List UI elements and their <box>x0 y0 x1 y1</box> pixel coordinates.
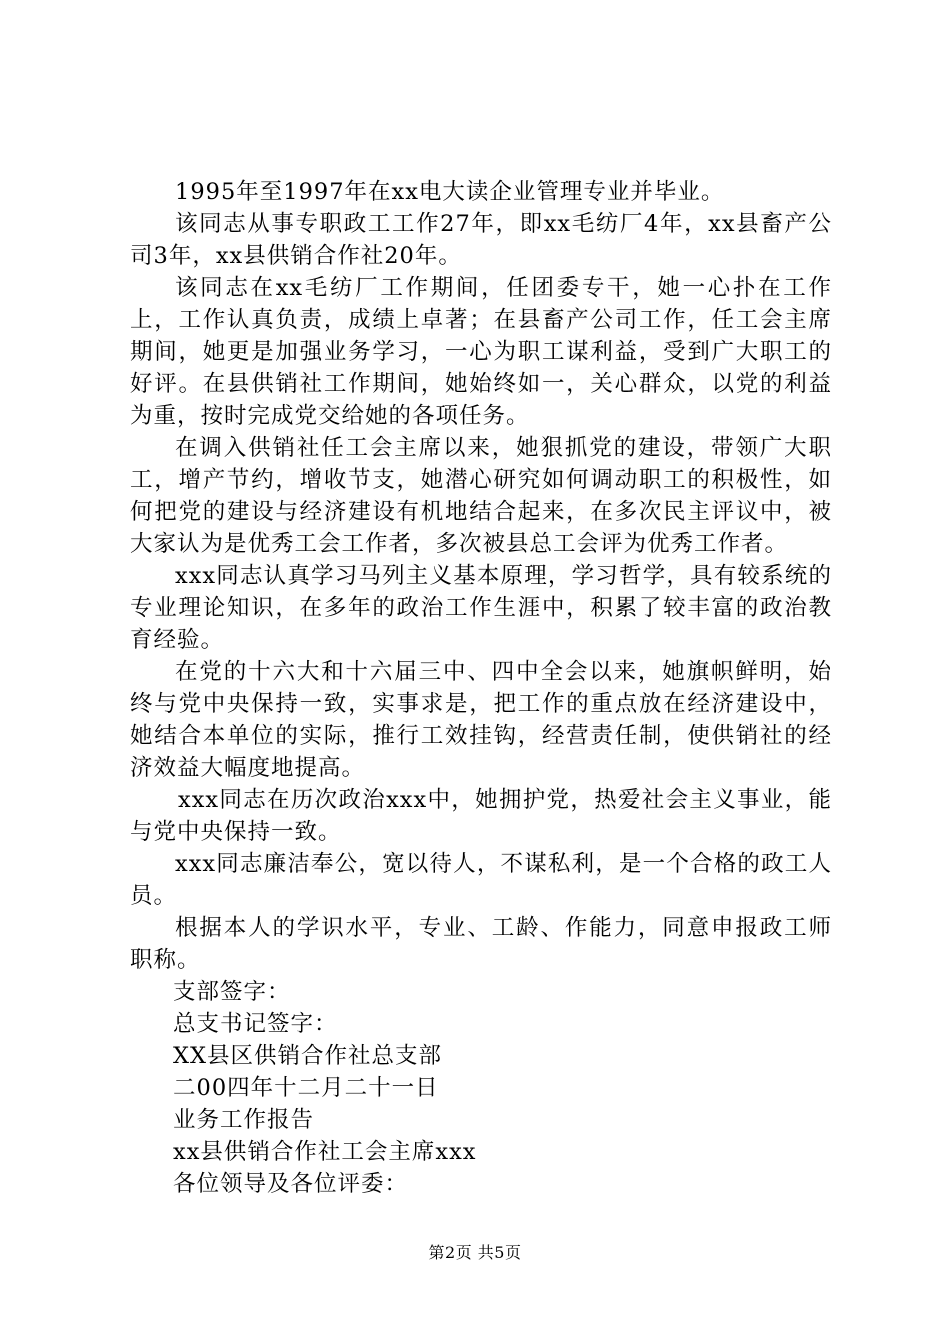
paragraph-work-history: 该同志从事专职政工工作27年，即xx毛纺厂4年，xx县畜产公司3年，xx县供销合作社20年。 <box>130 211 832 269</box>
branch-signature-line: 支部签字： <box>173 979 291 1005</box>
page-number-footer: 第2页 共5页 <box>428 1243 522 1262</box>
report-title: 业务工作报告 <box>173 1107 315 1133</box>
report-author: xx县供销合作社工会主席xxx <box>173 1139 477 1165</box>
paragraph-study: 1995年至1997年在xx电大读企业管理专业并毕业。 <box>175 179 725 205</box>
document-date: 二00四年十二月二十一日 <box>173 1075 439 1101</box>
paragraph-integrity: xxx同志廉洁奉公，宽以待人，不谋私利，是一个合格的政工人员。 <box>130 851 832 909</box>
paragraph-past-positions: 该同志在xx毛纺厂工作期间，任团委专干，她一心扑在工作上，工作认真负责，成绩上卓著；在县畜产公司工作，任工会主席期间，她更是加强业务学习，一心为职工谋利益，受到广大职工的好评。在县供销社工作期间，她始终如一，关心群众，以党的利益为重，按时完成党交给她的各项任务。 <box>130 275 832 429</box>
paragraph-union-chair: 在调入供销社任工会主席以来，她狠抓党的建设，带领广大职工，增产节约，增收节支，她潜心研究如何调动职工的积极性，如何把党的建设与经济建设有机地结合起来，在多次民主评议中，被大家认为是优秀工会工作者，多次被县总工会评为优秀工作者。 <box>130 435 832 557</box>
document-body <box>130 176 832 1200</box>
organization-name: XX县区供销合作社总支部 <box>173 1043 443 1069</box>
paragraph-party-line: 在党的十六大和十六届三中、四中全会以来，她旗帜鲜明，始终与党中央保持一致，实事求是，把工作的重点放在经济建设中，她结合本单位的实际，推行工效挂钩，经营责任制，使供销社的经济效益大幅度地提高。 <box>130 659 832 781</box>
general-secretary-signature-line: 总支书记签字： <box>173 1011 338 1037</box>
paragraph-theory-study: xxx同志认真学习马列主义基本原理，学习哲学，具有较系统的专业理论知识，在多年的政治工作生涯中，积累了较丰富的政治教育经验。 <box>130 563 832 653</box>
report-salutation: 各位领导及各位评委： <box>173 1171 409 1197</box>
paragraph-recommendation: 根据本人的学识水平，专业、工龄、作能力，同意申报政工师职称。 <box>130 915 832 973</box>
paragraph-political-stance: xxx同志在历次政治xxx中，她拥护党，热爱社会主义事业，能与党中央保持一致。 <box>130 787 832 845</box>
